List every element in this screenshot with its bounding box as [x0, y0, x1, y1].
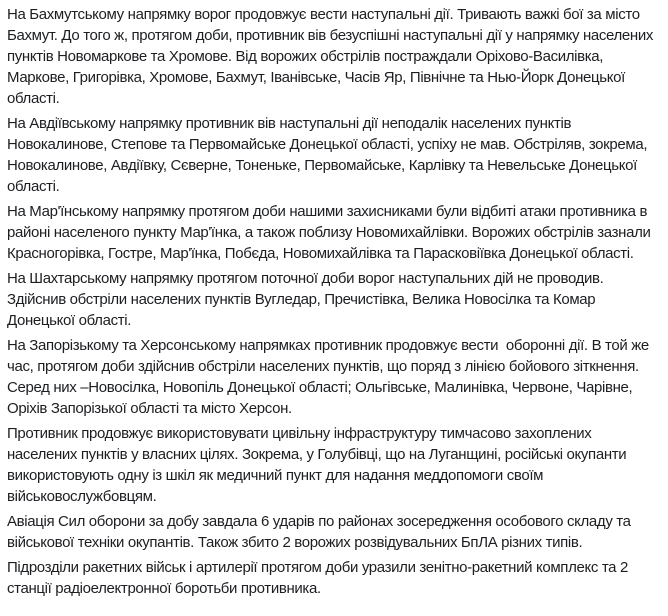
paragraph-marinka-direction: На Мар'їнському напрямку протягом доби нашими захисниками були відбиті атаки противника в районі населеного пункту Мар'їнка, а також поблизу Новомихайлівки. Ворожих обстрілів зазнали Красногорівка, Гостре, Мар'їнка, Побєда, Новомихайлівка та Парасковіївка Донецької області.: [7, 203, 655, 262]
paragraph-zaporizhzhia-kherson-direction: На Запорізькому та Херсонському напрямках противник продовжує вести оборонні дії. В той же час, протягом доби здійснив обстріли населених пунктів, що поряд з лінією бойового зіткнення. Серед них –Новосілка, Новопіль Донецької області; Ольгівське, Малинівка, Червоне, Чарівне, Оріхів Запорізької області та місто Херсон.: [7, 337, 653, 417]
paragraph-shakhtarske-direction: На Шахтарському напрямку протягом поточної доби ворог наступальних дій не проводив. Здійснив обстріли населених пунктів Вугледар, Пречистівка, Велика Новосілка та Комар Донецької області.: [7, 270, 608, 329]
paragraph-avdiivka-direction: На Авдіївському напрямку противник вів наступальні дії неподалік населених пунктів Новокалинове, Степове та Первомайське Донецької області, успіху не мав. Обстріляв, зокрема, Новокалинове, Авдіївку, Сєверне, Тоненьке, Первомайське, Карлівку та Невельське Донецької області.: [7, 115, 651, 195]
paragraph-defense-aviation: Авіація Сил оборони за добу завдала 6 ударів по районах зосередження особового складу та військової техніки окупантів. Також збито 2 ворожих розвідувальних БпЛА різних типів.: [7, 513, 635, 551]
paragraph-civilian-infrastructure: Противник продовжує використовувати цивільну інфраструктуру тимчасово захоплених населених пунктів у власних цілях. Зокрема, у Голубівці, що на Луганщині, російські окупанти використовують одну із шкіл як медичний пункт для надання меддопомоги своїм військовослужбовцям.: [7, 425, 631, 505]
paragraph-bakhmut-direction: На Бахмутському напрямку ворог продовжує вести наступальні дії. Тривають важкі бої за місто Бахмут. До того ж, протягом доби, противник вів безуспішні наступальні дії у напрямку населених пунктів Новомаркове та Хромове. Від ворожих обстрілів постраждали Оріхово-Василівка, Маркове, Григорівка, Хромове, Бахмут, Іванівське, Часів Яр, Північне та Нью-Йорк Донецької області.: [7, 6, 657, 107]
paragraph-missile-artillery: Підрозділи ракетних військ і артилерії протягом доби уразили зенітно-ракетний комплекс та 2 станції радіоелектронної боротьби противника.: [7, 559, 632, 597]
